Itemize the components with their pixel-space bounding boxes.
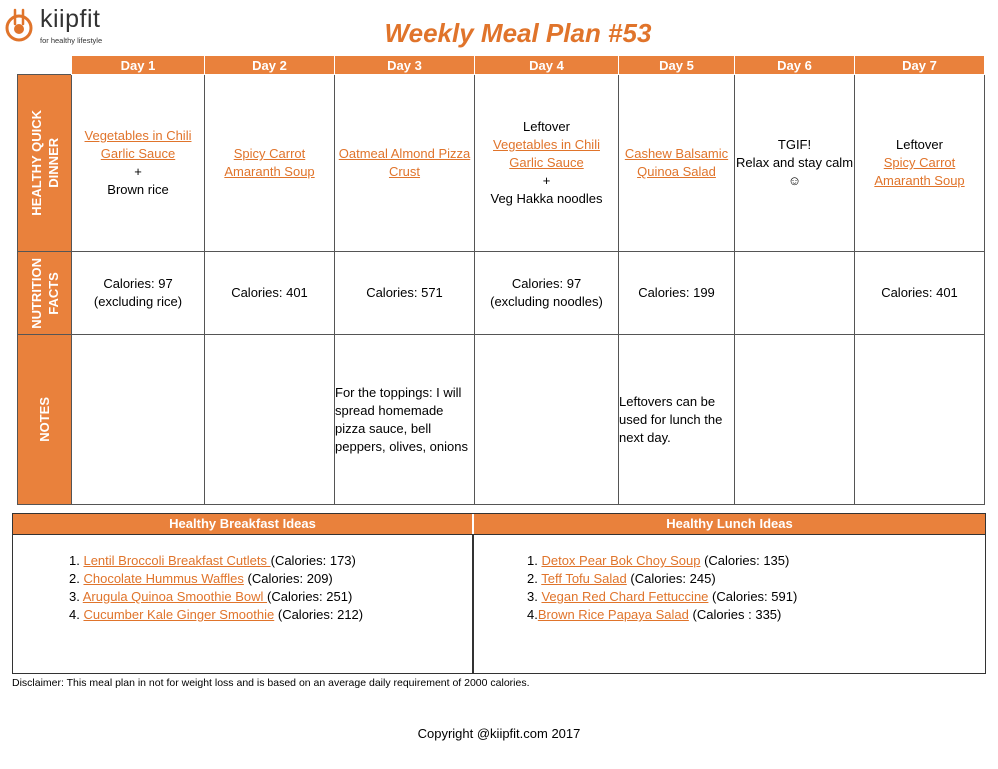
day-header-2: Day 2 <box>205 56 335 75</box>
nutrition-cell-day-4: Calories: 97 (excluding noodles) <box>475 252 619 335</box>
item-calories: (Calories: 251) <box>267 589 353 604</box>
meal-plan-table <box>17 55 985 505</box>
notes-cell-day-3: For the toppings: I will spread homemade pizza sauce, bell peppers, olives, onions <box>335 335 475 505</box>
recipe-link[interactable]: Lentil Broccoli Breakfast Cutlets <box>83 553 271 568</box>
dinner-cell-day-5 <box>619 75 735 252</box>
item-calories: (Calories: 209) <box>247 571 333 586</box>
dinner-cell-day-4 <box>475 75 619 252</box>
notes-cell-day-4 <box>475 335 619 505</box>
dinner-extra: Brown rice <box>107 182 169 197</box>
item-number: 4. <box>69 607 80 622</box>
ideas-header-divider <box>13 534 985 535</box>
dinner-cell-day-7 <box>855 75 985 252</box>
dinner-cell-day-6 <box>735 75 855 252</box>
nutrition-cell-day-2: Calories: 401 <box>205 252 335 335</box>
list-item <box>69 570 363 588</box>
item-calories: (Calories: 591) <box>712 589 798 604</box>
recipe-link[interactable]: Cucumber Kale Ginger Smoothie <box>83 607 275 622</box>
day-header-6: Day 6 <box>735 56 855 75</box>
notes-cell-day-5: Leftovers can be used for lunch the next day. <box>619 335 735 505</box>
dinner-extra: + <box>542 173 551 188</box>
recipe-link[interactable]: Brown Rice Papaya Salad <box>537 607 689 622</box>
nutrition-cell-day-1: Calories: 97 (excluding rice) <box>72 252 205 335</box>
dinner-extra: Veg Hakka noodles <box>490 191 603 206</box>
disclaimer: Disclaimer: This meal plan in not for weight loss and is based on an average daily requirement of 2000 calories. <box>12 677 530 689</box>
row-header-nutrition: NUTRITION FACTS <box>18 252 72 335</box>
dinner-line: Relax and stay calm ☺ <box>735 155 854 188</box>
item-calories: (Calories: 173) <box>270 553 356 568</box>
recipe-link[interactable]: Vegetables in Chili Garlic Sauce <box>493 137 600 170</box>
list-item <box>527 606 797 624</box>
recipe-link[interactable]: Spicy Carrot Amaranth Soup <box>874 155 965 188</box>
recipe-link-wrap <box>72 127 204 163</box>
table-corner <box>18 56 72 75</box>
brand-name: kiipfit <box>40 5 101 33</box>
breakfast-list <box>69 552 363 624</box>
notes-cell-day-2 <box>205 335 335 505</box>
page-title: Weekly Meal Plan #53 <box>384 18 652 48</box>
dinner-extra: + <box>134 164 142 179</box>
nutrition-row <box>18 252 985 335</box>
item-number: 1. <box>69 553 80 568</box>
dinner-prefix: Leftover <box>896 137 943 152</box>
recipe-link-wrap <box>335 145 474 181</box>
item-number: 2. <box>527 571 538 586</box>
list-item <box>527 552 797 570</box>
notes-cell-day-1 <box>72 335 205 505</box>
dinner-cell-day-1 <box>72 75 205 252</box>
recipe-link[interactable]: Cashew Balsamic Quinoa Salad <box>624 146 729 179</box>
item-number: 3. <box>69 589 80 604</box>
day-header-3: Day 3 <box>335 56 475 75</box>
nutrition-cell-day-7: Calories: 401 <box>855 252 985 335</box>
dinner-cell-day-3 <box>335 75 475 252</box>
day-header-5: Day 5 <box>619 56 735 75</box>
ideas-column-divider <box>472 534 474 673</box>
nutrition-cell-day-6 <box>735 252 855 335</box>
recipe-link[interactable]: Chocolate Hummus Waffles <box>83 571 244 586</box>
recipe-link-wrap <box>475 136 618 172</box>
recipe-link[interactable]: Spicy Carrot Amaranth Soup <box>224 146 315 179</box>
notes-cell-day-6 <box>735 335 855 505</box>
copyright: Copyright @kiipfit.com 2017 <box>417 726 581 741</box>
day-header-7: Day 7 <box>855 56 985 75</box>
item-calories: (Calories : 335) <box>692 607 782 622</box>
breakfast-heading: Healthy Breakfast Ideas <box>13 514 472 534</box>
list-item <box>69 588 363 606</box>
list-item <box>69 606 363 624</box>
notes-cell-day-7 <box>855 335 985 505</box>
notes-row <box>18 335 985 505</box>
item-number: 2. <box>69 571 80 586</box>
lunch-list <box>527 552 797 624</box>
lunch-heading: Healthy Lunch Ideas <box>474 514 985 534</box>
dinner-line: TGIF! <box>777 137 812 152</box>
item-calories: (Calories: 245) <box>630 571 716 586</box>
item-number: 1. <box>527 553 538 568</box>
recipe-link[interactable]: Detox Pear Bok Choy Soup <box>541 553 701 568</box>
item-calories: (Calories: 212) <box>277 607 364 622</box>
dinner-row <box>18 75 985 252</box>
row-header-notes: NOTES <box>18 335 72 505</box>
day-header-1: Day 1 <box>72 56 205 75</box>
day-header-4: Day 4 <box>475 56 619 75</box>
recipe-link[interactable]: Vegan Red Chard Fettuccine <box>541 589 709 604</box>
recipe-link[interactable]: Arugula Quinoa Smoothie Bowl <box>82 589 268 604</box>
ideas-panel <box>12 513 986 674</box>
recipe-link-wrap <box>205 145 334 181</box>
dinner-prefix: Leftover <box>523 119 570 134</box>
recipe-link-wrap <box>855 154 984 190</box>
brand-tagline: for healthy lifestyle <box>40 36 103 45</box>
recipe-link[interactable]: Teff Tofu Salad <box>541 571 627 586</box>
list-item <box>69 552 363 570</box>
list-item <box>527 588 797 606</box>
item-calories: (Calories: 135) <box>704 553 790 568</box>
list-item <box>527 570 797 588</box>
item-number: 3. <box>527 589 538 604</box>
dinner-cell-day-2 <box>205 75 335 252</box>
nutrition-cell-day-5: Calories: 199 <box>619 252 735 335</box>
day-header-row <box>18 56 985 75</box>
item-number: 4. <box>527 607 538 622</box>
recipe-link[interactable]: Oatmeal Almond Pizza Crust <box>338 146 471 179</box>
recipe-link-wrap <box>619 145 734 181</box>
recipe-link[interactable]: Vegetables in Chili Garlic Sauce <box>84 128 192 161</box>
nutrition-cell-day-3: Calories: 571 <box>335 252 475 335</box>
row-header-dinner: HEALTHY QUICK DINNER <box>18 75 72 252</box>
